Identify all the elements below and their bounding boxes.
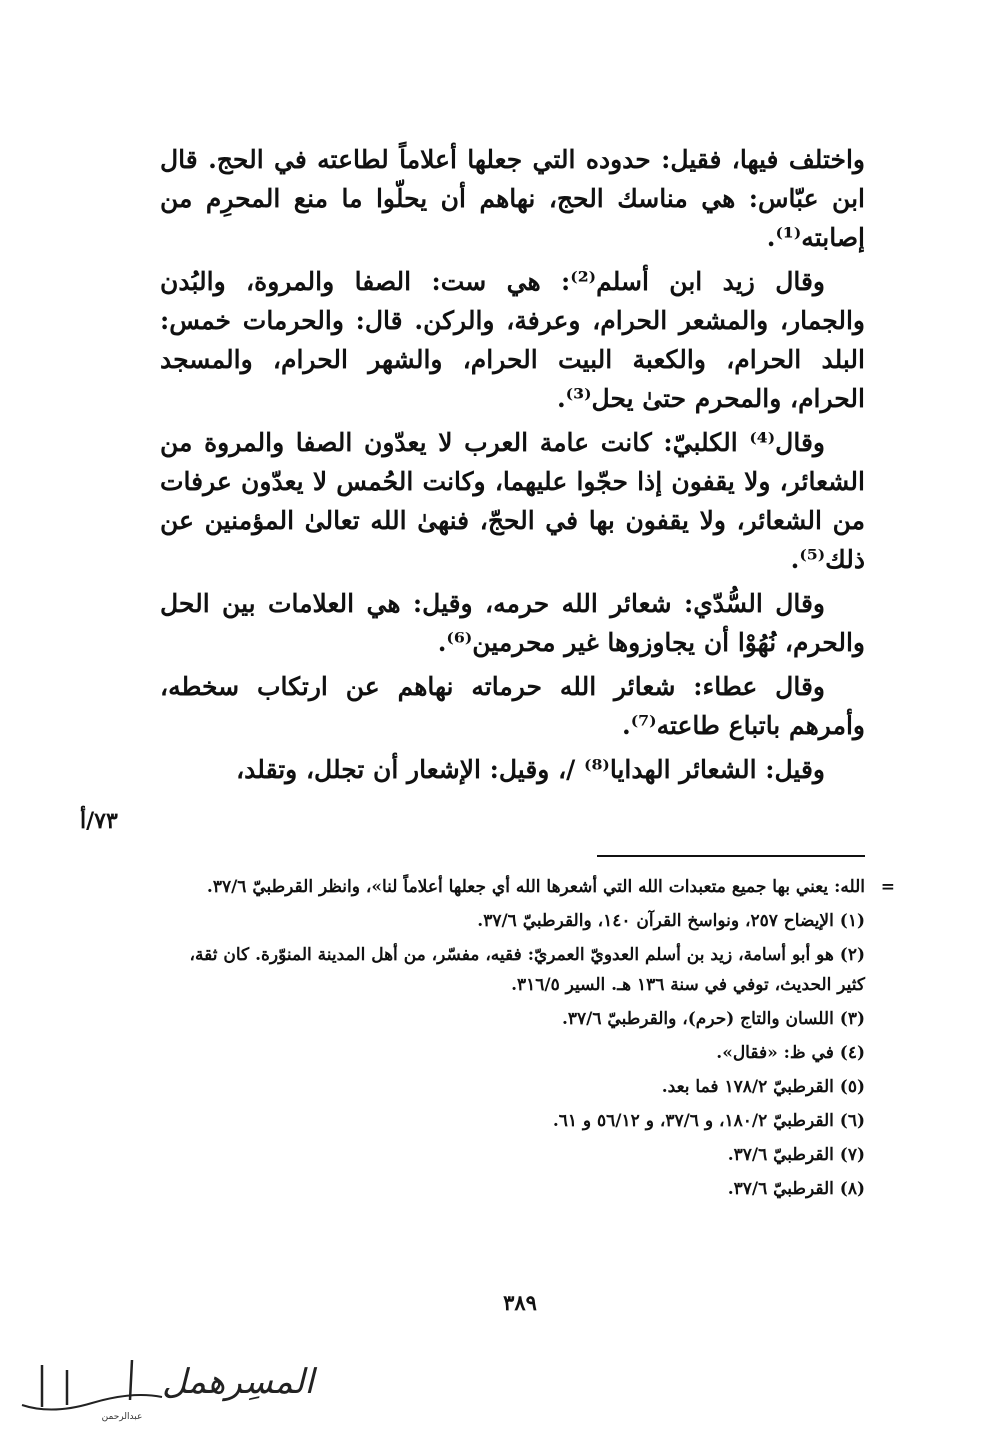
footnote-separator — [597, 855, 865, 857]
footnote-continuation — [160, 872, 895, 902]
logo-text: المسِرهمل — [162, 1362, 314, 1402]
footnote-7: (٧) القرطبيّ ٣٧/٦. — [727, 1145, 865, 1165]
footnote-6: (٦) القرطبيّ ١٨٠/٢، و ٣٧/٦، و ٥٦/١٢ و ٦١. — [552, 1111, 865, 1131]
page-number: ٣٨٩ — [503, 1290, 537, 1315]
paragraph-6: وقيل: الشعائر الهدايا⁽⁸⁾ /، وقيل: الإشعار أن تجلل، وتقلد، — [236, 755, 825, 784]
footnote-5: (٥) القرطبيّ ١٧٨/٢ فما بعد. — [661, 1077, 865, 1097]
paragraph-5: وقال عطاء: شعائر الله حرماته نهاهم عن ارتكاب سخطه، وأمرهم باتباع طاعته⁽⁷⁾. — [160, 672, 865, 740]
footnotes — [160, 872, 895, 1208]
paragraph-3: وقال⁽⁴⁾ الكلبيّ: كانت عامة العرب لا يعدّون الصفا والمروة من الشعائر، ولا يقفون إذا حجّوا عليهما، وكانت الحُمس لا يعدّون عرفات من الشعائر، ولا يقفون بها في الحجّ، فنهىٰ الله تعالىٰ المؤمنين عن ذلك⁽⁵⁾. — [160, 428, 865, 574]
calligraphy-logo-icon — [12, 1345, 314, 1425]
main-text — [160, 140, 865, 794]
footnote-8: (٨) القرطبيّ ٣٧/٦. — [727, 1179, 865, 1199]
footnote-1: (١) الإيضاح ٢٥٧، ونواسخ القرآن ١٤٠، والقرطبيّ ٣٧/٦. — [477, 911, 865, 931]
logo-subtext: عبدالرحمن — [101, 1412, 143, 1422]
footnote-continuation-text: الله: يعني بها جميع متعبدات الله التي أشعرها الله أي جعلها أعلاماً لنا»، وانظر القرطبيّ ٣٧/٦. — [206, 877, 865, 897]
footnote-3: (٣) اللسان والتاج (حرم)، والقرطبيّ ٣٧/٦. — [561, 1009, 865, 1029]
paragraph-2: وقال زيد ابن أسلم⁽²⁾: هي ست: الصفا والمروة، والبُدن والجمار، والمشعر الحرام، وعرفة، والركن. قال: والحرمات خمس: البلد الحرام، والكعبة البيت الحرام، والشهر الحرام، والمسجد الحرام، والمحرم حتىٰ يحل⁽³⁾. — [160, 267, 865, 413]
paragraph-4: وقال السُّدّي: شعائر الله حرمه، وقيل: هي العلامات بين الحل والحرم، نُهُوْا أن يجاوزوها غير محرمين⁽⁶⁾. — [160, 589, 865, 657]
paragraph-1: واختلف فيها، فقيل: حدوده التي جعلها أعلاماً لطاعته في الحج. قال ابن عبّاس: هي مناسك الحج، نهاهم أن يحلّوا ما منع المحرِم من إصابته⁽¹⁾. — [160, 145, 865, 252]
continuation-marker: = — [880, 877, 895, 897]
footnote-4: (٤) في ظ: «فقال». — [716, 1043, 865, 1063]
folio-margin-note: ٧٣/أ — [80, 808, 118, 834]
footnote-2: (٢) هو أبو أسامة، زيد بن أسلم العدويّ العمريّ: فقيه، مفسّر، من أهل المدينة المنوّرة. كان ثقة، كثير الحديث، توفي في سنة ١٣٦ هـ. السير ٣١٦/٥. — [189, 945, 865, 995]
